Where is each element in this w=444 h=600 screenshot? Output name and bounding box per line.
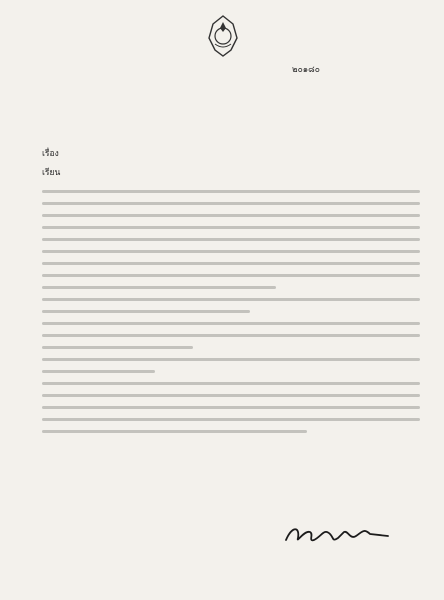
school-seal-emblem: [203, 14, 243, 58]
intro-paragraph: [42, 190, 420, 289]
body-item-4: [42, 382, 420, 433]
letter-body: [42, 190, 420, 442]
body-item-3: [42, 358, 420, 373]
signature-block: [268, 522, 408, 548]
salutation-line: [42, 167, 66, 179]
subject-line: [42, 148, 66, 160]
body-item-1: [42, 298, 420, 313]
sender-postcode: ๒๐๑๘๐: [292, 65, 320, 75]
sender-address: [292, 64, 432, 76]
handwritten-signature: [268, 522, 408, 548]
subject-label: เรื่อง: [42, 149, 59, 159]
body-item-2: [42, 322, 420, 349]
salutation-label: เรียน: [42, 168, 61, 178]
